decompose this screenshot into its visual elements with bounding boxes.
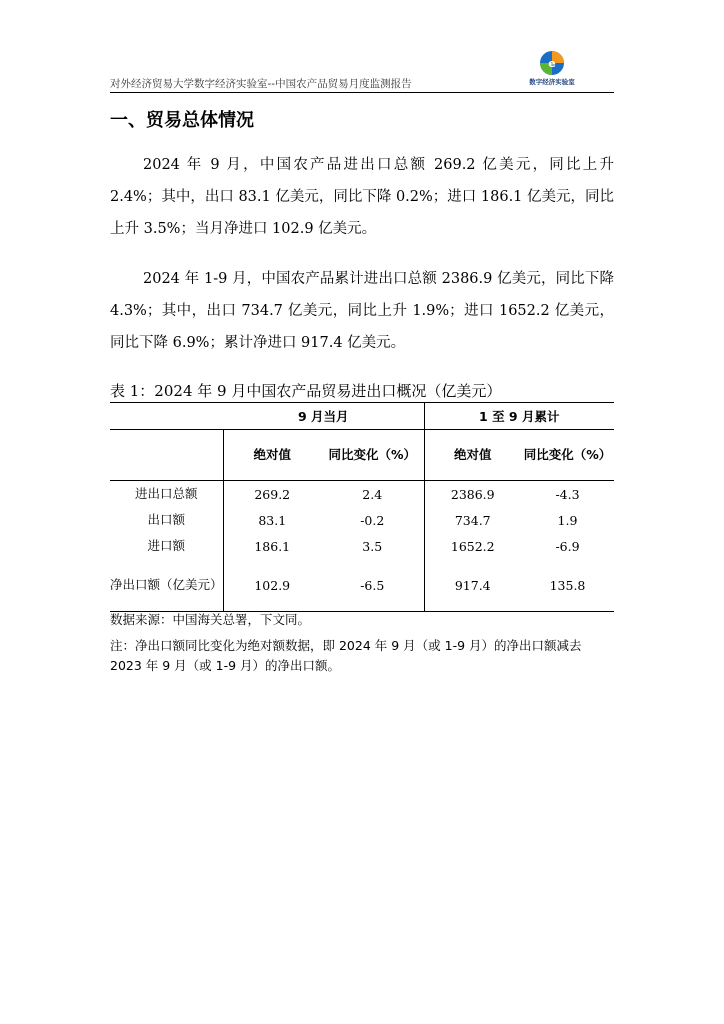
paragraph-cumulative: 2024 年 1-9 月，中国农产品累计进出口总额 2386.9 亿美元，同比下降 4.3%；其中，出口 734.7 亿美元，同比上升 1.9%；进口 1652.2 亿美元，同比下降 6.9%；累计净进口 917.4 亿美元。	[110, 271, 614, 351]
cell-value: 2.4	[321, 481, 424, 508]
table-caption: 表 1：2024 年 9 月中国农产品贸易进出口概况（亿美元）	[110, 382, 502, 400]
cell-value: 186.1	[254, 538, 291, 554]
group-header-monthly: 9 月当月	[223, 403, 424, 430]
svg-text:e: e	[548, 57, 556, 70]
row-label: 进口额	[110, 533, 223, 559]
subheader-cumulative-value: 绝对值	[424, 430, 521, 481]
data-source-note: 数据来源：中国海关总署，下文同。	[110, 612, 311, 627]
logo-globe-icon	[520, 50, 584, 78]
cell-value: 2386.9	[450, 486, 495, 502]
report-header: 对外经济贸易大学数字经济实验室--中国农产品贸易月度监测报告	[110, 78, 412, 90]
header-divider	[110, 92, 614, 93]
subheader-monthly-value: 绝对值	[223, 430, 321, 481]
lab-logo	[520, 50, 584, 90]
footnote: 注：净出口额同比变化为绝对额数据，即 2024 年 9 月（或 1-9 月）的净出口额减去 2023 年 9 月（或 1-9 月）的净出口额。	[110, 638, 582, 673]
subheader-monthly-change: 同比变化（%）	[321, 430, 424, 481]
table-row	[110, 559, 614, 612]
section-title: 一、贸易总体情况	[110, 110, 254, 131]
cell-value: 135.8	[521, 559, 614, 612]
cell-value: 3.5	[321, 533, 424, 559]
group-header-cumulative: 1 至 9 月累计	[424, 403, 614, 430]
trade-summary-table	[110, 402, 614, 612]
cell-value: -6.5	[321, 559, 424, 612]
table-group-header-row	[110, 403, 614, 430]
logo-text: 数字经济实验室	[529, 78, 575, 86]
cell-value: 917.4	[424, 559, 521, 612]
table-sub-header-row	[110, 430, 614, 481]
cell-value: 269.2	[254, 486, 291, 502]
row-label: 出口额	[110, 507, 223, 533]
row-label: 净出口额（亿美元）	[110, 559, 223, 612]
empty-subheader-cell	[110, 430, 223, 481]
subheader-cumulative-change: 同比变化（%）	[521, 430, 614, 481]
row-label: 进出口总额	[110, 481, 223, 508]
cell-value: -6.9	[555, 538, 580, 554]
table-row	[110, 533, 614, 559]
cell-value: 734.7	[454, 512, 491, 528]
cell-value: 1.9	[557, 512, 578, 528]
table-row	[110, 507, 614, 533]
cell-value: 1652.2	[450, 538, 495, 554]
empty-header-cell	[110, 403, 223, 430]
cell-value: -0.2	[321, 507, 424, 533]
table-row	[110, 481, 614, 508]
cell-value: 102.9	[223, 559, 321, 612]
cell-value: -4.3	[555, 486, 580, 502]
paragraph-monthly: 2024 年 9 月，中国农产品进出口总额 269.2 亿美元，同比上升 2.4%；其中，出口 83.1 亿美元，同比下降 0.2%；进口 186.1 亿美元，同比上升 3.5%；当月净进口 102.9 亿美元。	[110, 157, 615, 237]
cell-value: 83.1	[258, 512, 287, 528]
